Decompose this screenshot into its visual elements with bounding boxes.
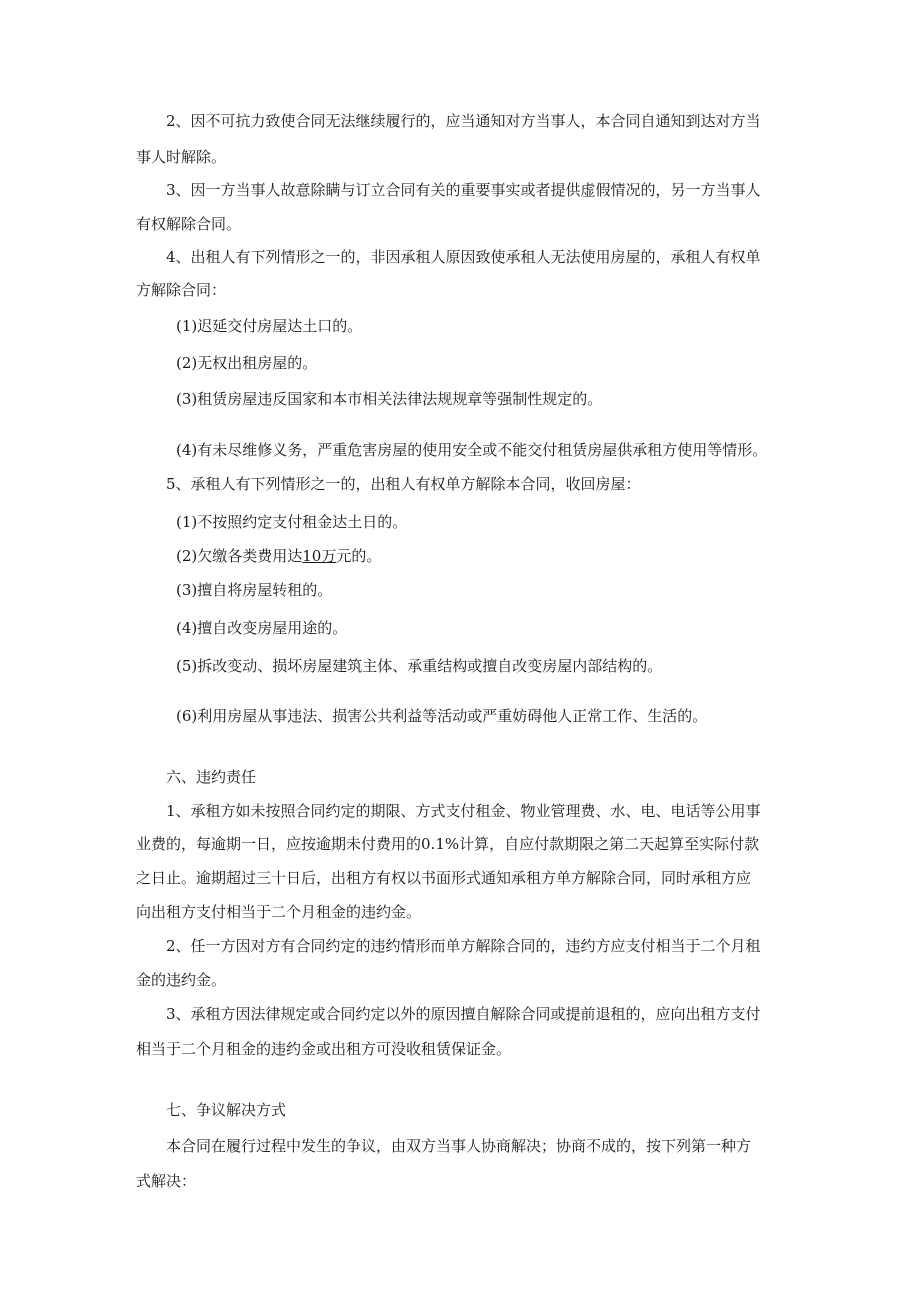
clause-4-item-1: (1)迟延交付房屋达土口的。	[176, 317, 363, 335]
section-6-p3-line-1: 3、承租方因法律规定或合同约定以外的原因擅自解除合同或提前退租的，应向出租方支付	[166, 1005, 761, 1023]
clause-3-line-2: 有权解除合同。	[136, 215, 242, 233]
clause-4-item-4: (4)有未尽维修义务，严重危害房屋的使用安全或不能交付租赁房屋供承租方使用等情形。	[176, 441, 768, 459]
clause-5-item-6: (6)利用房屋从事违法、损害公共利益等活动或严重妨碍他人正常工作、生活的。	[176, 707, 708, 725]
clause-5-item-2	[176, 546, 381, 566]
clause-4-item-2: (2)无权出租房屋的。	[176, 354, 318, 372]
section-6-p1-line-1: 1、承租方如未按照合同约定的期限、方式支付租金、物业管理费、水、电、电话等公用事	[166, 802, 761, 820]
section-6-p2-line-2: 金的违约金。	[136, 971, 227, 989]
clause-2-line-1: 2、因不可抗力致使合同无法继续履行的，应当通知对方当事人，本合同自通知到达对方当	[166, 112, 761, 130]
clause-5-item-2-text: (2)欠缴各类费用达	[176, 547, 303, 565]
section-6-p1-line-4: 向出租方支付相当于二个月租金的违约金。	[136, 903, 422, 921]
clause-4-line-1: 4、出租人有下列情形之一的，非因承租人原因致使承租人无法使用房屋的，承租人有权单	[166, 248, 761, 266]
clause-5-item-3: (3)擅自将房屋转租的。	[176, 581, 333, 599]
section-6-p3-line-2: 相当于二个月租金的违约金或出租方可没收租赁保证金。	[136, 1040, 512, 1058]
arrears-amount: 10万	[302, 547, 337, 565]
section-7-p1-line-1: 本合同在履行过程中发生的争议，由双方当事人协商解决；协商不成的，按下列第一种方	[166, 1137, 752, 1155]
clause-4-line-2: 方解除合同：	[136, 281, 227, 299]
section-6-p1-line-3: 之日止。逾期超过三十日后，出租方有权以书面形式通知承租方单方解除合同，同时承租方应	[136, 869, 752, 887]
clause-2-line-2: 事人时解除。	[136, 148, 227, 166]
clause-5-item-4: (4)擅自改变房屋用途的。	[176, 619, 348, 637]
section-7-heading: 七、争议解决方式	[166, 1101, 287, 1119]
clause-5-line-1: 5、承租人有下列情形之一的，出租人有权单方解除本合同，收回房屋：	[166, 475, 641, 493]
clause-5-item-5: (5)拆改变动、损坏房屋建筑主体、承重结构或擅自改变房屋内部结构的。	[176, 657, 663, 675]
section-6-p2-line-1: 2、任一方因对方有合同约定的违约情形而单方解除合同的，违约方应支付相当于二个月租	[166, 937, 761, 955]
clause-3-line-1: 3、因一方当事人故意除瞒与订立合同有关的重要事实或者提供虚假情况的，另一方当事人	[166, 181, 761, 199]
section-6-p1-line-2: 业费的，每逾期一日，应按逾期未付费用的0.1%计算，自应付款期限之第二天起算至实际付款	[136, 835, 760, 853]
section-7-p1-line-2: 式解决：	[136, 1172, 197, 1190]
clause-5-item-1: (1)不按照约定支付租金达土日的。	[176, 513, 408, 531]
arrears-amount-suffix: 元的。	[336, 547, 382, 565]
clause-4-item-3: (3)租赁房屋违反国家和本市相关法律法规规章等强制性规定的。	[176, 390, 603, 408]
section-6-heading: 六、违约责任	[166, 768, 257, 786]
